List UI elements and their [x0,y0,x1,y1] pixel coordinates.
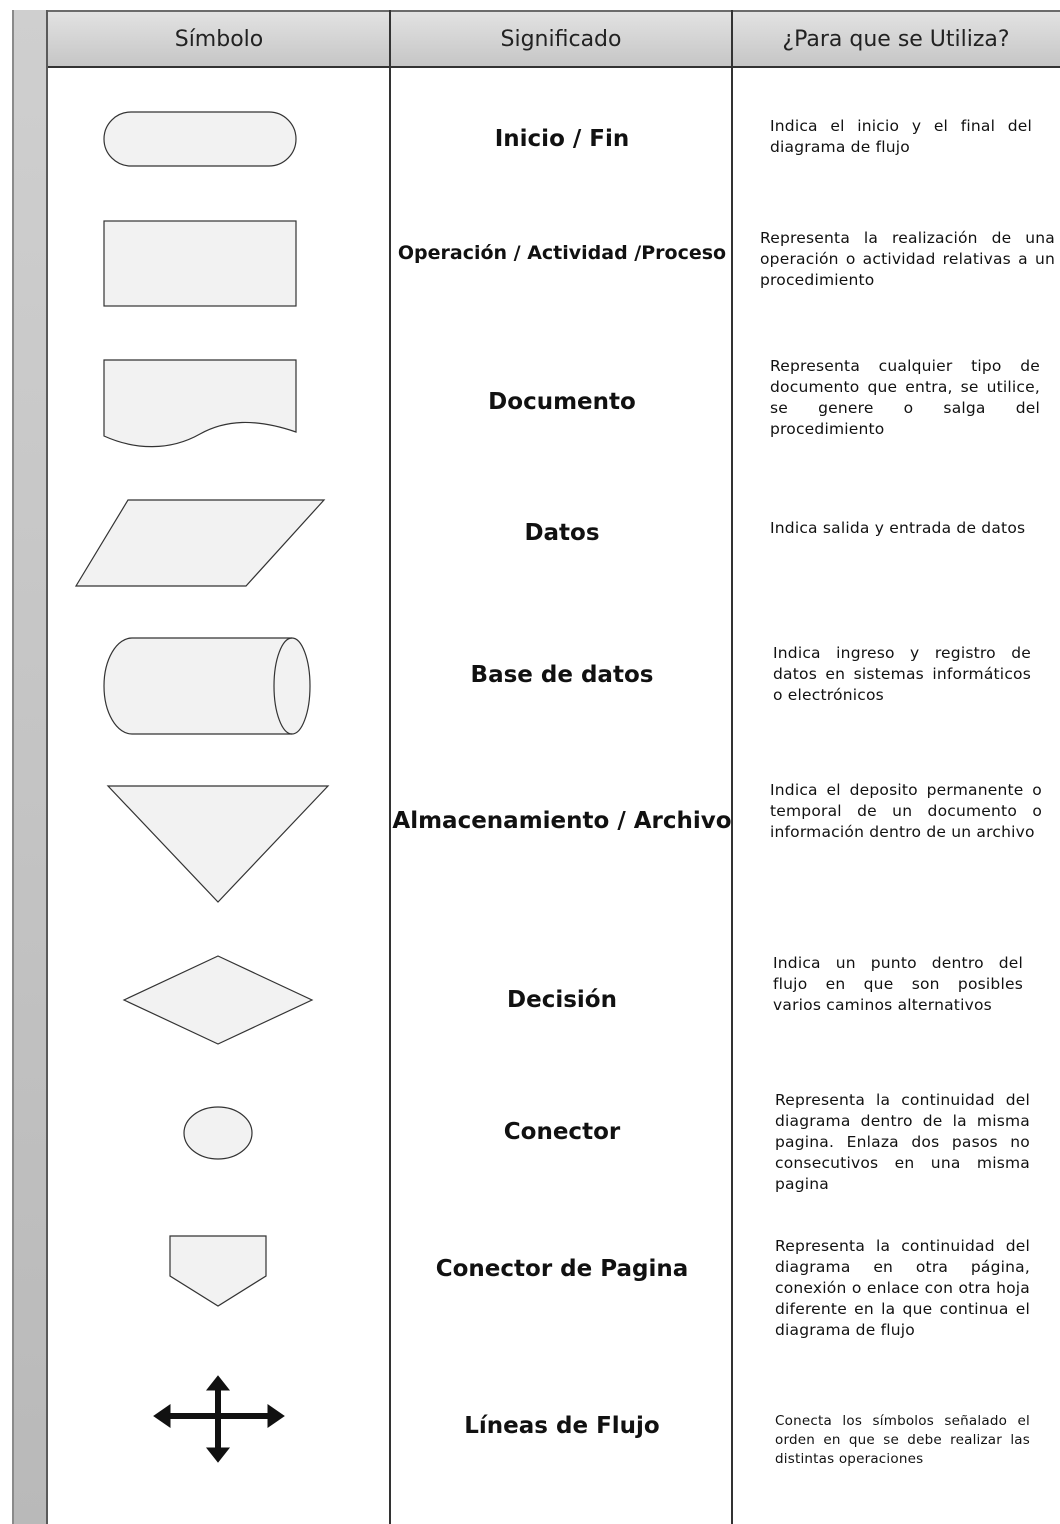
description-text: Representa la realización de una operación o actividad relativas a un procedimiento [760,229,1055,289]
header-symbol: Símbolo [174,26,264,52]
meaning-label: Conector de Pagina [435,1256,689,1282]
header-meaning: Significado [500,26,622,52]
meaning-label: Base de datos [470,662,654,688]
data-parallelogram-icon [50,490,390,590]
header-use: ¿Para que se Utiliza? [782,26,1010,52]
meaning-label: Operación / Actividad /Proceso [397,242,727,264]
offpage-connector-icon [50,1230,390,1310]
description-text: Conecta los símbolos señalado el orden en que se debe realizar las distintas operaciones [775,1413,1030,1467]
connector-circle-icon [50,1100,390,1170]
description-text: Indica salida y entrada de datos [770,519,1026,537]
meaning-label: Líneas de Flujo [464,1413,660,1439]
description-text: Representa la continuidad del diagrama en otra página, conexión o enlace con otra hoja diferente en la que continua el diagrama de flujo [775,1237,1030,1339]
description-text: Representa la continuidad del diagrama dentro de la misma pagina. Enlaza dos pasos no consecutivos en una misma pagina [775,1091,1030,1193]
process-rectangle-icon [50,212,390,312]
meaning-label: Decisión [507,987,617,1013]
storage-triangle-icon [50,780,390,910]
database-cylinder-icon [50,630,390,740]
flow-lines-arrows-icon [50,1372,390,1468]
meaning-label: Documento [488,389,636,415]
meaning-label: Almacenamiento / Archivo [392,808,732,834]
meaning-label: Inicio / Fin [494,126,630,152]
description-text: Indica un punto dentro del flujo en que son posibles varios caminos alternativos [773,954,1023,1014]
meaning-label: Conector [503,1119,621,1145]
terminator-icon [50,100,390,180]
table-header [48,10,1060,68]
decision-diamond-icon [50,950,390,1050]
description-text: Indica el inicio y el final del diagrama de flujo [770,117,1032,156]
column-divider [731,10,733,1524]
description-text: Indica ingreso y registro de datos en sistemas informáticos o electrónicos [773,644,1031,704]
meaning-label: Datos [524,520,600,546]
left-margin-bar [12,10,48,1524]
description-text: Indica el deposito permanente o temporal de un documento o información dentro de un archivo [770,781,1042,841]
document-icon [50,350,390,460]
description-text: Representa cualquier tipo de documento que entra, se utilice, se genere o salga del procedimiento [770,357,1040,438]
